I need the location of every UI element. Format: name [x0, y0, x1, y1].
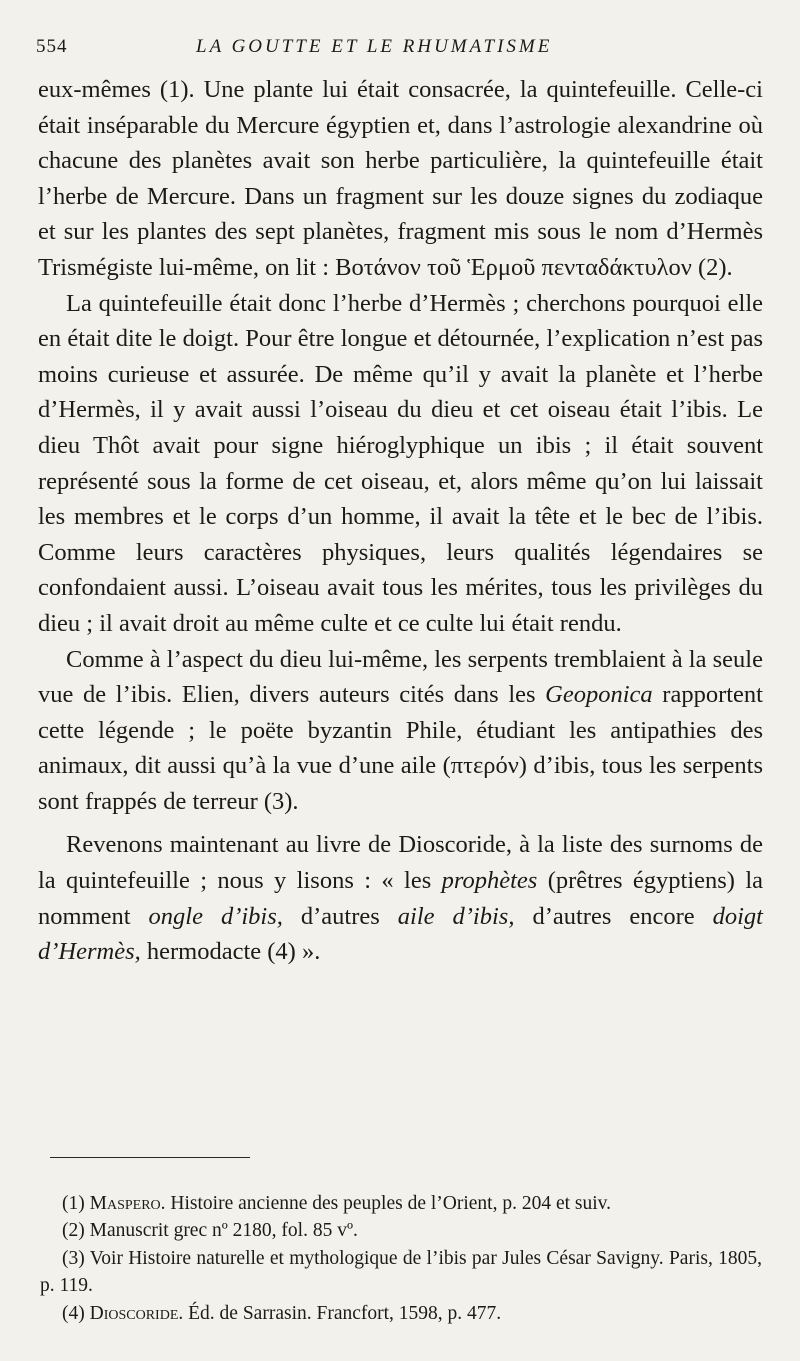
footnote-1 — [40, 1190, 762, 1217]
paragraph-4-text-c: d’autres — [282, 902, 398, 930]
footnote-3-number: (3) — [62, 1247, 85, 1269]
footnote-4-author: Dioscoride — [89, 1302, 179, 1324]
paragraph-1: eux-mêmes (1). Une plante lui était consacrée, la quintefeuille. Celle-ci était inséparable du Mercure égyptien et, dans l’astrologie alexandrine où chacune des planètes avait son herbe particulière, la quintefeuille était l’herbe de Mercure. Dans un fragment sur les douze signes du zodiaque et sur les plantes des sept planètes, fragment mis sous le nom d’Hermès Trismégiste lui-même, on lit : Βοτάνον τοῦ Ἑρμοῦ πενταδάκτυλον (2). — [38, 76, 763, 281]
paragraph-2: La quintefeuille était donc l’herbe d’Hermès ; cherchons pourquoi elle en était dite le doigt. Pour être longue et détournée, l’explication n’est pas moins curieuse et assurée. De même qu’il y avait la planète et l’herbe d’Hermès, il y avait aussi l’oiseau du dieu et cet oiseau était l’ibis. Le dieu Thôt avait pour signe hiéroglyphique un ibis ; il était souvent représenté sous la forme de cet oiseau, et, alors même qu’on lui laissait les membres et le corps d’un homme, il avait la tête et le bec de l’ibis. Comme leurs caractères physiques, leurs qualités légendaires se confondaient aussi. L’oiseau avait tous les mérites, tous les privilèges du dieu ; il avait droit au même culte et ce culte lui était rendu. — [38, 289, 763, 637]
paragraph-4 — [38, 827, 763, 969]
footnote-3-text: Voir Histoire naturelle et mythologique de l’ibis par Jules César Savigny. Paris, 1805, p. 119. — [40, 1247, 762, 1297]
footnote-1-text: . Histoire ancienne des peuples de l’Orient, p. 204 et suiv. — [160, 1193, 612, 1214]
footnote-4-number: (4) — [62, 1302, 85, 1324]
paragraph-4-text-b: (prêtres égyptiens) la nomment — [38, 867, 764, 930]
footnote-1-author: Maspero — [89, 1193, 161, 1214]
paragraph-4-text-e: hermodacte (4) ». — [140, 938, 321, 966]
main-text — [38, 72, 763, 970]
paragraph-4-text-a: Revenons maintenant au livre de Dioscoride, à la liste des surnoms de la quintefeuille ; nous y lisons : « les — [38, 831, 763, 895]
running-title: LA GOUTTE ET LE RHUMATISME — [196, 36, 553, 57]
aile-ibis-term: aile d’ibis, — [397, 902, 515, 930]
paragraph-3 — [38, 642, 763, 820]
footnotes — [40, 1190, 762, 1327]
paragraph-3-text-a: Comme à l’aspect du dieu lui-même, les serpents tremblaient à la seule vue de l’ibis. Elien, divers auteurs cités dans les — [38, 645, 763, 709]
ongle-ibis-term: ongle d’ibis, — [148, 902, 283, 930]
page-header — [36, 36, 760, 62]
prophetes-term: prophètes — [441, 867, 538, 895]
footnote-4-text: . Éd. de Sarrasin. Francfort, 1598, p. 477. — [178, 1302, 502, 1324]
doigt-hermes-term: doigt d’Hermès, — [38, 902, 763, 966]
footnote-2-number: (2) — [62, 1220, 85, 1242]
footnote-2-text: Manuscrit grec nº 2180, fol. 85 vº. — [89, 1220, 358, 1242]
page-number: 554 — [36, 36, 68, 57]
footnote-separator — [50, 1157, 250, 1158]
geoponica-title: Geoponica — [545, 681, 653, 709]
footnote-1-number: (1) — [62, 1193, 85, 1214]
footnote-4 — [40, 1300, 762, 1327]
paragraph-3-text-b: rapportent cette légende ; le poëte byzantin Phile, étudiant les antipathies des animaux, dit aussi qu’à la vue d’une aile (πτερόν) d’ibis, tous les serpents sont frappés de terreur (3). — [38, 681, 763, 815]
footnote-2 — [40, 1217, 762, 1244]
paragraph-4-text-d: d’autres encore — [514, 902, 713, 930]
footnote-3 — [40, 1245, 762, 1300]
